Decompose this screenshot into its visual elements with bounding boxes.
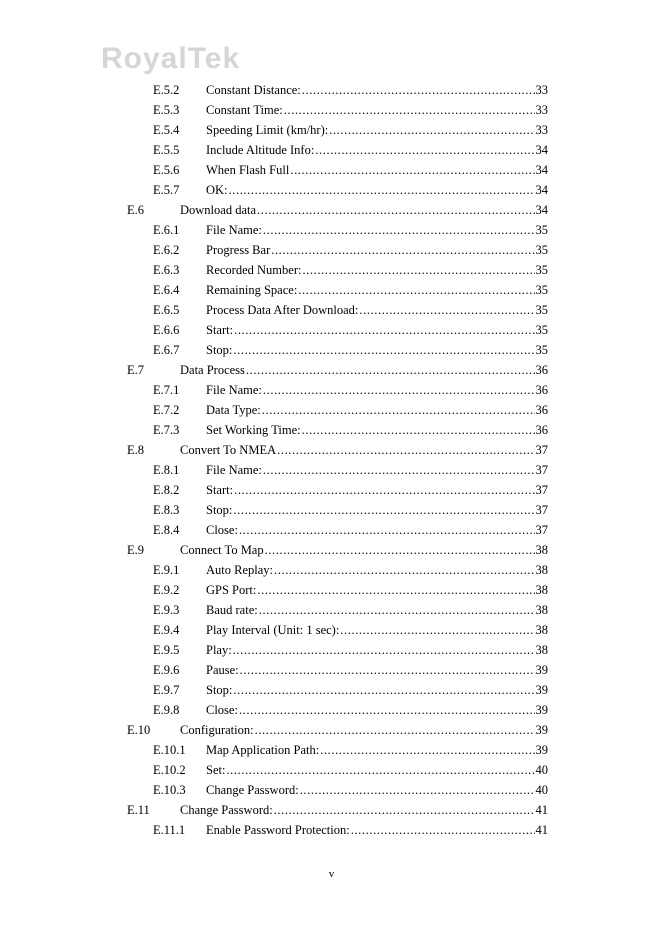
toc-entry[interactable] <box>153 380 548 400</box>
toc-entry-title: Start: <box>206 323 234 337</box>
toc-entry-title: OK: <box>206 183 228 197</box>
toc-entry-page: 35 <box>535 343 548 357</box>
toc-entry-number: E.7.2 <box>153 403 180 417</box>
toc-entry-number: E.11 <box>127 803 150 817</box>
toc-entry-title: Stop: <box>206 683 233 697</box>
toc-leader-dots <box>274 560 534 580</box>
toc-entry-title: Pause: <box>206 663 239 677</box>
toc-entry-page: 38 <box>535 643 548 657</box>
toc-entry-number: E.8.1 <box>153 463 180 477</box>
toc-leader-dots <box>262 400 535 420</box>
toc-entry-title: Convert To NMEA <box>180 443 277 457</box>
toc-entry[interactable] <box>153 160 548 180</box>
toc-entry[interactable] <box>153 140 548 160</box>
toc-leader-dots <box>290 160 534 180</box>
toc-entry-page: 37 <box>535 483 548 497</box>
toc-entry[interactable] <box>153 240 548 260</box>
toc-entry-page: 37 <box>535 503 548 517</box>
toc-entry-number: E.5.6 <box>153 163 180 177</box>
toc-entry-page: 39 <box>535 723 548 737</box>
toc-entry-page: 35 <box>535 303 548 317</box>
toc-entry-number: E.10 <box>127 723 151 737</box>
toc-entry-page: 34 <box>535 183 548 197</box>
toc-entry-page: 36 <box>535 403 548 417</box>
toc-entry-page: 40 <box>535 783 548 797</box>
toc-entry-title: Enable Password Protection: <box>206 823 350 837</box>
toc-leader-dots <box>340 620 534 640</box>
toc-entry[interactable] <box>153 820 548 840</box>
toc-entry-title: File Name: <box>206 383 262 397</box>
toc-entry-page: 39 <box>535 663 548 677</box>
toc-entry[interactable] <box>153 300 548 320</box>
toc-leader-dots <box>246 360 535 380</box>
toc-entry-page: 41 <box>535 823 548 837</box>
toc-entry[interactable] <box>153 320 548 340</box>
toc-entry-number: E.5.7 <box>153 183 180 197</box>
toc-entry-number: E.8 <box>127 443 145 457</box>
toc-entry-page: 36 <box>535 423 548 437</box>
toc-leader-dots <box>329 120 534 140</box>
toc-entry-title: Constant Time: <box>206 103 283 117</box>
toc-entry-number: E.6.6 <box>153 323 180 337</box>
toc-entry-number: E.9.2 <box>153 583 180 597</box>
toc-entry-page: 38 <box>535 563 548 577</box>
toc-entry-title: Close: <box>206 703 238 717</box>
toc-entry-title: Configuration: <box>180 723 254 737</box>
toc-entry-number: E.5.5 <box>153 143 180 157</box>
toc-entry[interactable] <box>153 180 548 200</box>
toc-entry-title: Progress Bar <box>206 243 271 257</box>
toc-leader-dots <box>233 680 534 700</box>
toc-entry[interactable] <box>153 660 548 680</box>
toc-entry-number: E.7.1 <box>153 383 180 397</box>
toc-entry-page: 34 <box>535 163 548 177</box>
toc-entry-number: E.9.6 <box>153 663 180 677</box>
toc-entry-number: E.10.1 <box>153 743 186 757</box>
toc-entry[interactable] <box>153 100 548 120</box>
toc-entry-page: 33 <box>535 123 548 137</box>
toc-entry-title: GPS Port: <box>206 583 257 597</box>
toc-leader-dots <box>271 240 534 260</box>
toc-leader-dots <box>315 140 534 160</box>
toc-entry[interactable] <box>153 260 548 280</box>
toc-entry-number: E.9.7 <box>153 683 180 697</box>
toc-entry-page: 41 <box>535 803 548 817</box>
toc-entry[interactable] <box>153 780 548 800</box>
toc-entry-title: File Name: <box>206 463 262 477</box>
toc-entry-title: Speeding Limit (km/hr): <box>206 123 329 137</box>
toc-leader-dots <box>302 260 534 280</box>
toc-entry-page: 37 <box>535 463 548 477</box>
toc-entry-number: E.9.3 <box>153 603 180 617</box>
toc-leader-dots <box>284 100 535 120</box>
toc-entry[interactable] <box>153 460 548 480</box>
toc-entry-title: Constant Distance: <box>206 83 301 97</box>
toc-entry[interactable] <box>153 620 548 640</box>
toc-leader-dots <box>263 460 535 480</box>
toc-entry-page: 35 <box>535 223 548 237</box>
toc-entry-number: E.5.3 <box>153 103 180 117</box>
toc-leader-dots <box>263 380 535 400</box>
toc-entry-title: Stop: <box>206 503 233 517</box>
toc-entry[interactable] <box>153 480 548 500</box>
toc-entry-title: Baud rate: <box>206 603 258 617</box>
toc-entry-number: E.6.3 <box>153 263 180 277</box>
toc-entry-number: E.6.1 <box>153 223 180 237</box>
toc-leader-dots <box>277 440 534 460</box>
toc-entry-number: E.10.2 <box>153 763 186 777</box>
toc-entry-number: E.6.7 <box>153 343 180 357</box>
toc-entry-number: E.11.1 <box>153 823 186 837</box>
toc-leader-dots <box>239 520 535 540</box>
toc-entry-number: E.10.3 <box>153 783 186 797</box>
toc-entry-number: E.5.4 <box>153 123 180 137</box>
toc-entry-title: Auto Replay: <box>206 563 274 577</box>
toc-leader-dots <box>274 800 535 820</box>
toc-entry[interactable] <box>153 340 548 360</box>
toc-entry-number: E.6.5 <box>153 303 180 317</box>
toc-entry-title: Change Password: <box>180 803 273 817</box>
toc-entry-page: 38 <box>535 603 548 617</box>
toc-entry[interactable] <box>153 220 548 240</box>
toc-entry-title: Start: <box>206 483 234 497</box>
toc-entry-title: Connect To Map <box>180 543 264 557</box>
toc-entry[interactable] <box>153 120 548 140</box>
toc-entry-title: Play Interval (Unit: 1 sec): <box>206 623 340 637</box>
toc-entry-title: Download data <box>180 203 257 217</box>
toc-entry-page: 35 <box>535 323 548 337</box>
toc-leader-dots <box>233 500 534 520</box>
toc-entry-page: 40 <box>535 763 548 777</box>
toc-leader-dots <box>229 180 535 200</box>
toc-entry-title: Data Type: <box>206 403 261 417</box>
toc-entry-number: E.6.4 <box>153 283 180 297</box>
toc-leader-dots <box>320 740 534 760</box>
toc-entry-page: 35 <box>535 283 548 297</box>
toc-entry[interactable] <box>153 580 548 600</box>
toc-entry-number: E.9.5 <box>153 643 180 657</box>
toc-entry-title: Recorded Number: <box>206 263 302 277</box>
toc-entry-title: Stop: <box>206 343 233 357</box>
toc-entry[interactable] <box>127 360 548 380</box>
toc-leader-dots <box>234 480 534 500</box>
toc-entry-title: Set: <box>206 763 226 777</box>
toc-leader-dots <box>265 540 535 560</box>
toc-entry-page: 34 <box>535 203 548 217</box>
toc-entry-number: E.6 <box>127 203 145 217</box>
toc-entry-title: When Flash Full <box>206 163 290 177</box>
toc-entry-page: 36 <box>535 383 548 397</box>
toc-entry[interactable] <box>127 800 548 820</box>
toc-entry-title: Play: <box>206 643 232 657</box>
toc-leader-dots <box>259 600 535 620</box>
toc-entry-title: Include Altitude Info: <box>206 143 315 157</box>
toc-entry[interactable] <box>127 540 548 560</box>
toc-entry[interactable] <box>153 700 548 720</box>
toc-entry[interactable] <box>127 720 548 740</box>
toc-entry-number: E.8.3 <box>153 503 180 517</box>
toc-entry-page: 33 <box>535 83 548 97</box>
toc-leader-dots <box>298 280 534 300</box>
toc-entry-title: Change Password: <box>206 783 299 797</box>
toc-entry[interactable] <box>153 640 548 660</box>
toc-entry-number: E.7 <box>127 363 145 377</box>
toc-leader-dots <box>255 720 535 740</box>
toc-entry[interactable] <box>153 740 548 760</box>
toc-entry-title: Process Data After Download: <box>206 303 359 317</box>
toc-leader-dots <box>263 220 535 240</box>
toc-leader-dots <box>359 300 534 320</box>
toc-leader-dots <box>257 200 534 220</box>
toc-entry[interactable] <box>127 200 548 220</box>
toc-leader-dots <box>226 760 534 780</box>
toc-entry-title: File Name: <box>206 223 262 237</box>
toc-entry[interactable] <box>153 520 548 540</box>
toc-entry-page: 38 <box>535 583 548 597</box>
toc-entry-page: 35 <box>535 263 548 277</box>
toc-entry-page: 38 <box>535 543 548 557</box>
toc-leader-dots <box>233 340 534 360</box>
toc-entry-page: 39 <box>535 703 548 717</box>
toc-entry-title: Data Process <box>180 363 245 377</box>
toc-entry[interactable] <box>153 400 548 420</box>
toc-entry-number: E.8.2 <box>153 483 180 497</box>
toc-entry-title: Remaining Space: <box>206 283 298 297</box>
toc-entry-number: E.6.2 <box>153 243 180 257</box>
royaltek-logo: RoyalTek <box>101 42 241 75</box>
toc-entry[interactable] <box>153 680 548 700</box>
toc-leader-dots <box>300 780 535 800</box>
toc-entry-number: E.9.4 <box>153 623 180 637</box>
toc-entry[interactable] <box>153 560 548 580</box>
toc-entry[interactable] <box>153 420 548 440</box>
toc-entry-page: 37 <box>535 523 548 537</box>
toc-entry-page: 33 <box>535 103 548 117</box>
toc-leader-dots <box>233 640 535 660</box>
toc-entry-number: E.7.3 <box>153 423 180 437</box>
toc-leader-dots <box>234 320 534 340</box>
toc-entry[interactable] <box>153 600 548 620</box>
toc-entry-number: E.9 <box>127 543 145 557</box>
toc-entry[interactable] <box>127 440 548 460</box>
toc-entry-title: Map Application Path: <box>206 743 320 757</box>
toc-leader-dots <box>240 660 535 680</box>
toc-entry[interactable] <box>153 760 548 780</box>
toc-entry-page: 36 <box>535 363 548 377</box>
page-number: v <box>328 868 335 880</box>
toc-entry[interactable] <box>153 280 548 300</box>
toc-entry-page: 37 <box>535 443 548 457</box>
toc-entry-page: 35 <box>535 243 548 257</box>
toc-entry-page: 34 <box>535 143 548 157</box>
toc-leader-dots <box>257 580 534 600</box>
toc-entry-title: Set Working Time: <box>206 423 301 437</box>
toc-entry[interactable] <box>153 80 548 100</box>
toc-entry-number: E.9.1 <box>153 563 180 577</box>
toc-leader-dots <box>239 700 535 720</box>
toc-leader-dots <box>302 80 535 100</box>
toc-entry-page: 39 <box>535 683 548 697</box>
toc-entry-number: E.8.4 <box>153 523 180 537</box>
toc-entry-number: E.5.2 <box>153 83 180 97</box>
toc-leader-dots <box>302 420 535 440</box>
toc-entry-number: E.9.8 <box>153 703 180 717</box>
toc-leader-dots <box>351 820 535 840</box>
toc-entry-page: 38 <box>535 623 548 637</box>
toc-entry-title: Close: <box>206 523 238 537</box>
toc-entry[interactable] <box>153 500 548 520</box>
toc-entry-page: 39 <box>535 743 548 757</box>
